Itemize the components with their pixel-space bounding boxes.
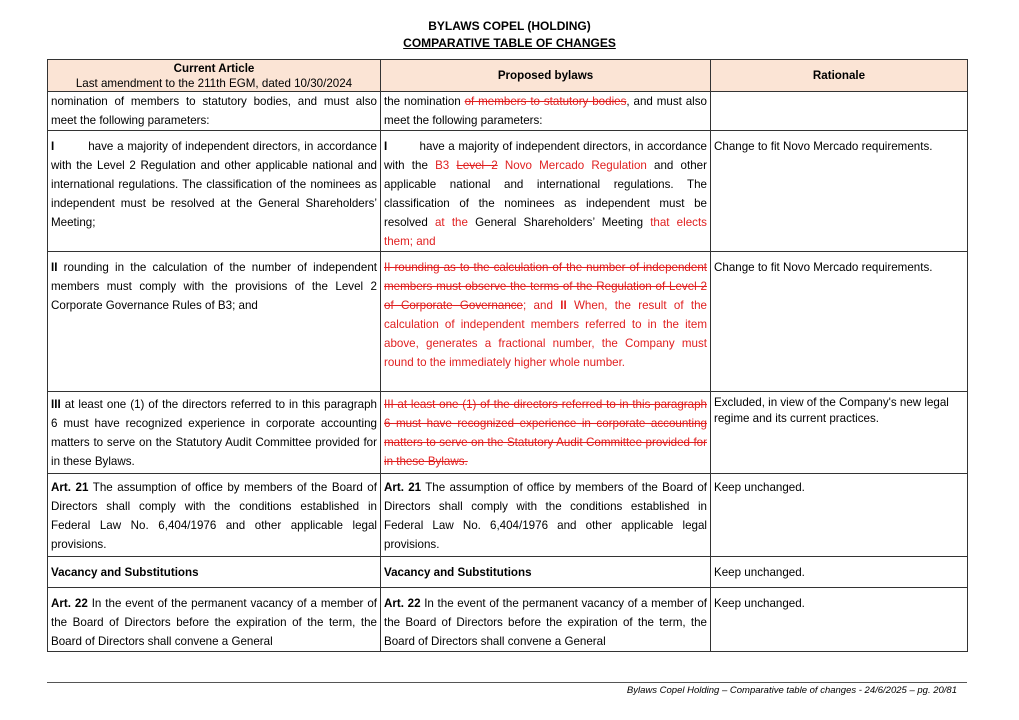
table-row — [48, 252, 968, 392]
header-rationale: Rationale — [711, 60, 968, 92]
article-number: Art. 22 — [384, 597, 421, 610]
proposed-cell — [381, 131, 711, 252]
table-row — [48, 131, 968, 252]
item-number: III — [51, 398, 61, 411]
article-number: Art. 22 — [51, 597, 88, 610]
proposed-cell — [381, 588, 711, 652]
document-subtitle: COMPARATIVE TABLE OF CHANGES — [403, 36, 616, 50]
deleted-text: of members to statutory bodies — [464, 95, 627, 108]
document-title: BYLAWS COPEL (HOLDING) — [428, 19, 591, 33]
rationale-cell: Change to fit Novo Mercado requirements. — [711, 131, 968, 252]
proposed-cell — [381, 392, 711, 474]
rationale-cell — [711, 392, 968, 474]
current-cell — [48, 474, 381, 557]
item-number: II — [560, 299, 567, 312]
inserted-text: B3 — [435, 159, 450, 172]
cell-text: at least one (1) of the directors referred to in this paragraph 6 must have recognized experience in corporate accounting matters to serve on the Statutory Audit Committee provided for in these Bylaws. — [51, 398, 377, 468]
cell-text: have a majority of independent directors, in accordance with the Level 2 Regulation and other applicable national and international regulations. The classification of the nominees as independent must be resolved at the General Shareholders’ Meeting; — [51, 140, 377, 229]
table-header-row — [48, 60, 968, 92]
inserted-text: Novo Mercado Regulation — [504, 159, 647, 172]
cell-text: In the event of the permanent vacancy of a member of the Board of Directors before the expiration of the term, the Board of Directors shall convene a General — [51, 597, 377, 648]
current-cell — [48, 557, 381, 588]
article-number: Art. 21 — [51, 481, 89, 494]
rationale-cell: Change to fit Novo Mercado requirements. — [711, 252, 968, 392]
cell-text: In the event of the permanent vacancy of a member of the Board of Directors before the expiration of the term, the Board of Directors shall convene a General — [384, 597, 707, 648]
cell-text: the nomination — [384, 95, 465, 108]
article-number: Art. 21 — [384, 481, 422, 494]
cell-text: nomination of members to statutory bodies, and must also meet the following parameters: — [51, 95, 377, 127]
inserted-text: When, the result of the calculation of independent members referred to in the item above, generates a fractional number, the Company must round to the immediately higher whole number. — [384, 299, 707, 369]
current-cell — [48, 252, 381, 392]
proposed-cell — [381, 92, 711, 131]
deleted-text: II rounding as to the calculation of the number of independent members must observe the terms of the Regulation of Level 2 of Corporate Governance — [384, 261, 707, 312]
deleted-text: III at least one (1) of the directors referred to in this paragraph 6 must have recognized experience in corporate accounting matters to serve on the Statutory Audit Committee provided for in these Bylaws. — [384, 398, 707, 468]
table-row — [48, 392, 968, 474]
proposed-cell — [381, 557, 711, 588]
cell-text: and other applicable national and international regulations. The classification of the nominees as independent must be resolved — [384, 159, 707, 229]
inserted-text: that elects them; and — [384, 216, 707, 248]
current-cell — [48, 588, 381, 652]
item-number: II — [51, 261, 58, 274]
header-current-subtitle: Last amendment to the 211th EGM, dated 10/30/2024 — [75, 76, 353, 90]
deleted-text: Level 2 — [456, 159, 498, 172]
section-heading: Vacancy and Substitutions — [384, 565, 532, 579]
header-proposed-bylaws: Proposed bylaws — [381, 60, 711, 92]
inserted-text: at the — [434, 216, 468, 229]
inserted-text: ; and — [523, 299, 561, 312]
table-row — [48, 92, 968, 131]
cell-text: rounding in the calculation of the number of independent members must comply with the provisions of the Level 2 Corporate Governance Rules of B3; and — [51, 261, 377, 312]
section-heading: Vacancy and Substitutions — [51, 565, 199, 579]
footer-divider — [47, 682, 967, 683]
current-cell — [48, 131, 381, 252]
item-number: I — [384, 140, 388, 153]
item-number: I — [51, 140, 55, 153]
cell-text: Excluded, in view of the Company's new legal regime and its current practices. — [714, 396, 949, 425]
comparison-table — [47, 59, 968, 652]
cell-text: have a majority of independent directors, in accordance with the — [384, 140, 707, 172]
rationale-cell: Keep unchanged. — [711, 557, 968, 588]
header-current-title: Current Article — [173, 61, 255, 75]
table-row — [48, 557, 968, 588]
rationale-cell: Keep unchanged. — [711, 588, 968, 652]
page-footer: Bylaws Copel Holding – Comparative table of changes - 24/6/2025 – pg. 20/81 — [626, 685, 957, 696]
proposed-cell — [381, 474, 711, 557]
rationale-cell: Keep unchanged. — [711, 474, 968, 557]
proposed-cell — [381, 252, 711, 392]
current-cell — [48, 392, 381, 474]
cell-text: The assumption of office by members of the Board of Directors shall comply with the conditions established in Federal Law No. 6,404/1976 and other applicable legal provisions. — [51, 481, 377, 551]
current-cell — [48, 92, 381, 131]
cell-text: General Shareholders’ Meeting — [467, 216, 651, 229]
header-current-article — [48, 60, 381, 92]
cell-text: The assumption of office by members of the Board of Directors shall comply with the conditions established in Federal Law No. 6,404/1976 and other applicable legal provisions. — [384, 481, 707, 551]
table-row — [48, 474, 968, 557]
cell-text: , and must also meet the following parameters: — [384, 95, 707, 127]
table-row — [48, 588, 968, 652]
rationale-cell — [711, 92, 968, 131]
